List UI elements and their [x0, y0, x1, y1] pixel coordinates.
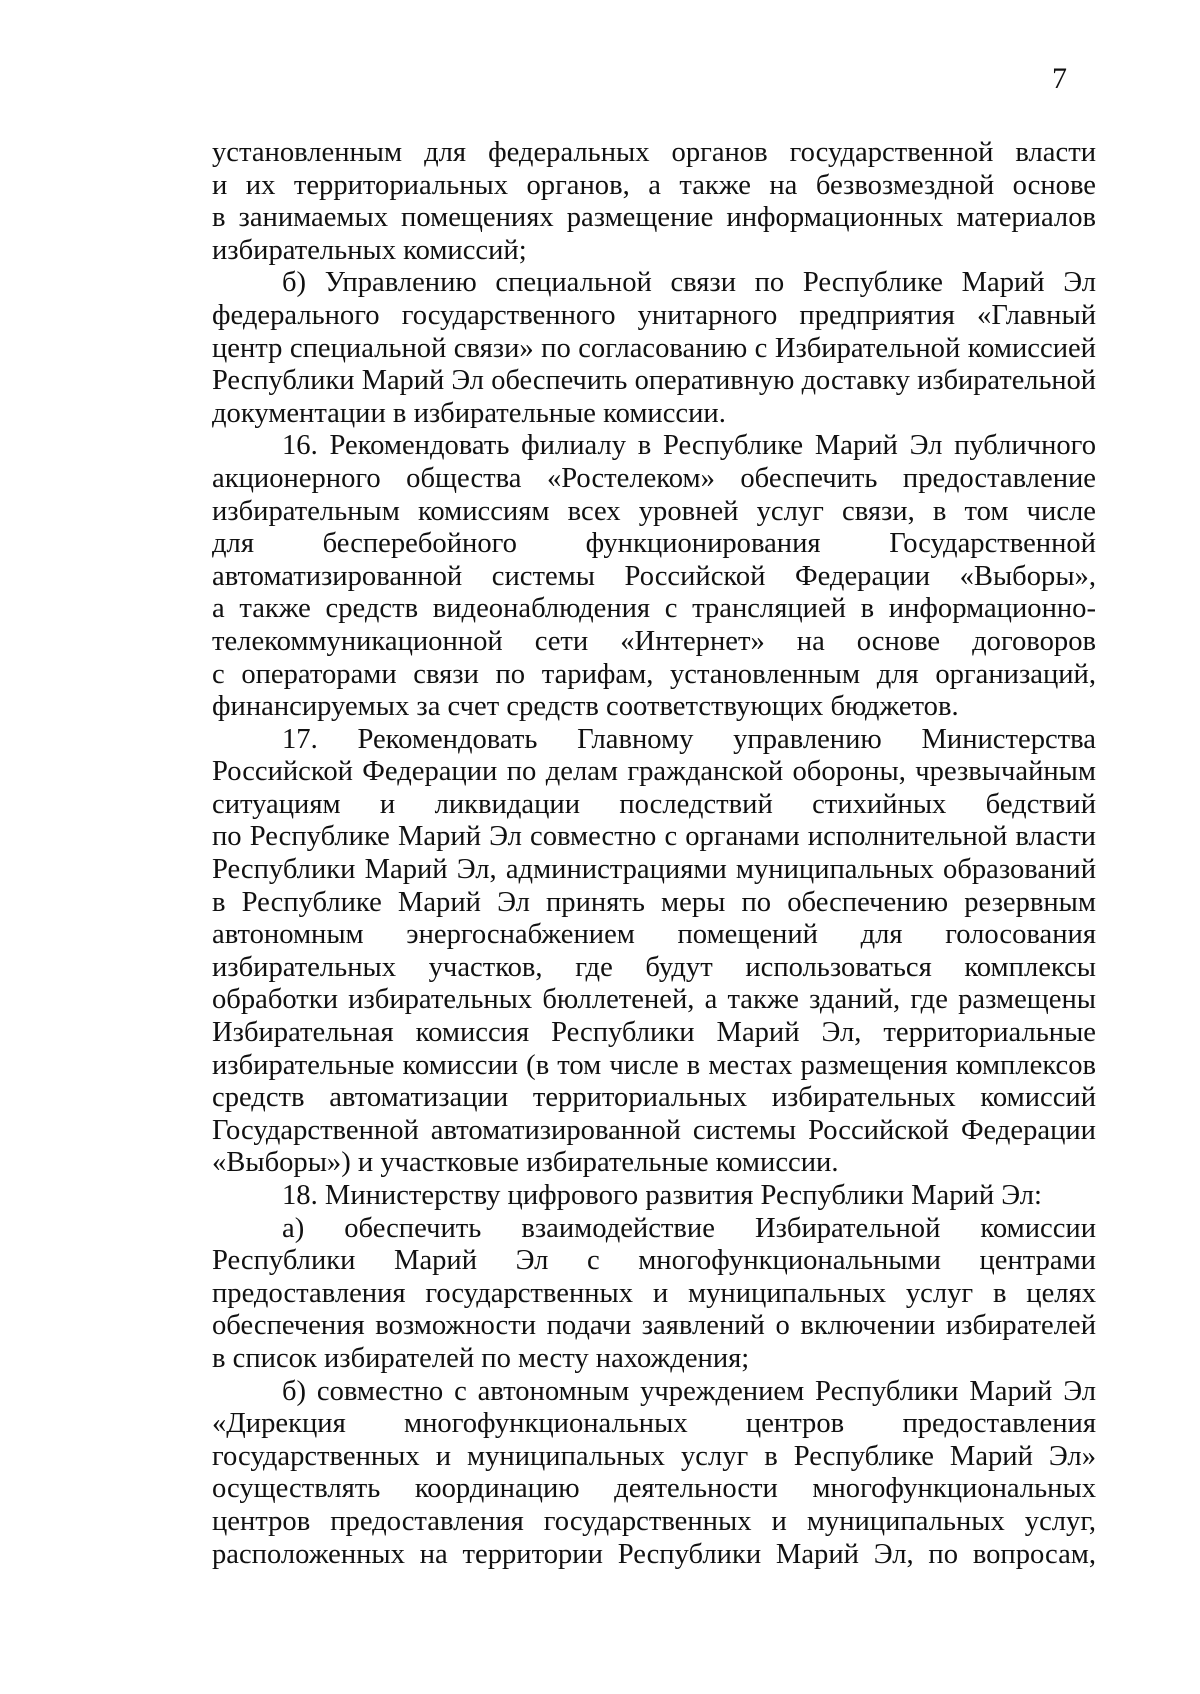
text-line: ситуациям и ликвидации последствий стихийных бедствий — [212, 788, 1096, 820]
text-line: телекоммуникационной сети «Интернет» на основе договоров — [212, 625, 1096, 657]
page-number: 7 — [1052, 62, 1067, 95]
text-line: документации в избирательные комиссии. — [212, 397, 726, 429]
text-line: Российской Федерации по делам гражданской обороны, чрезвычайным — [212, 756, 1096, 788]
text-line: Избирательная комиссия Республики Марий Эл, территориальные — [212, 1017, 1096, 1049]
text-line: по Республике Марий Эл совместно с органами исполнительной власти — [212, 821, 1096, 853]
text-line: средств автоматизации территориальных избирательных комиссий — [212, 1082, 1096, 1114]
text-line: расположенных на территории Республики Марий Эл, по вопросам, — [212, 1538, 1096, 1570]
text-line: избирательных комиссий; — [212, 234, 527, 266]
text-line: автономным энергоснабжением помещений для голосования — [212, 919, 1096, 951]
text-line: обеспечения возможности подачи заявлений о включении избирателей — [212, 1310, 1096, 1342]
text-line: 17. Рекомендовать Главному управлению Министерства — [282, 723, 1096, 755]
text-line: федерального государственного унитарного предприятия «Главный — [212, 299, 1096, 331]
text-line: государственных и муниципальных услуг в Республике Марий Эл» — [212, 1440, 1096, 1472]
text-line: с операторами связи по тарифам, установленным для организаций, — [212, 658, 1096, 690]
text-line: избирательных участков, где будут использоваться комплексы — [212, 951, 1096, 983]
text-line: центр специальной связи» по согласованию с Избирательной комиссией — [212, 332, 1096, 364]
text-line: «Выборы») и участковые избирательные комиссии. — [212, 1147, 839, 1179]
text-line: в Республике Марий Эл принять меры по обеспечению резервным — [212, 886, 1096, 918]
text-line: осуществлять координацию деятельности многофункциональных — [212, 1473, 1096, 1505]
text-line: предоставления государственных и муниципальных услуг в целях — [212, 1277, 1096, 1309]
text-line: избирательные комиссии (в том числе в местах размещения комплексов — [212, 1049, 1096, 1081]
text-line: финансируемых за счет средств соответствующих бюджетов. — [212, 691, 959, 723]
text-line: б) совместно с автономным учреждением Республики Марий Эл — [282, 1375, 1096, 1407]
text-line: акционерного общества «Ростелеком» обеспечить предоставление — [212, 462, 1096, 494]
text-line: Республики Марий Эл с многофункциональными центрами — [212, 1245, 1096, 1277]
text-line: в занимаемых помещениях размещение информационных материалов — [212, 202, 1096, 234]
text-line: 16. Рекомендовать филиалу в Республике Марий Эл публичного — [282, 430, 1096, 462]
text-line: автоматизированной системы Российской Федерации «Выборы», — [212, 560, 1096, 592]
text-line: и их территориальных органов, а также на безвозмездной основе — [212, 169, 1096, 201]
text-line: центров предоставления государственных и муниципальных услуг, — [212, 1505, 1096, 1537]
text-line: б) Управлению специальной связи по Республике Марий Эл — [282, 267, 1096, 299]
text-line: 18. Министерству цифрового развития Республики Марий Эл: — [282, 1180, 1042, 1211]
text-line: в список избирателей по месту нахождения; — [212, 1342, 750, 1374]
text-line: «Дирекция многофункциональных центров предоставления — [212, 1408, 1096, 1440]
text-line: избирательным комиссиям всех уровней услуг связи, в том числе — [212, 495, 1096, 527]
text-line: обработки избирательных бюллетеней, а также зданий, где размещены — [212, 984, 1096, 1016]
text-line: для бесперебойного функционирования Государственной — [212, 528, 1096, 560]
text-line: а также средств видеонаблюдения с трансляцией в информационно- — [212, 593, 1096, 625]
document-body — [212, 137, 1096, 1571]
text-line: установленным для федеральных органов государственной власти — [212, 137, 1096, 168]
text-line: Государственной автоматизированной системы Российской Федерации — [212, 1114, 1096, 1146]
text-line: Республики Марий Эл, администрациями муниципальных образований — [212, 854, 1096, 886]
text-line: а) обеспечить взаимодействие Избирательной комиссии — [282, 1212, 1096, 1244]
text-line: Республики Марий Эл обеспечить оперативную доставку избирательной — [212, 365, 1096, 397]
